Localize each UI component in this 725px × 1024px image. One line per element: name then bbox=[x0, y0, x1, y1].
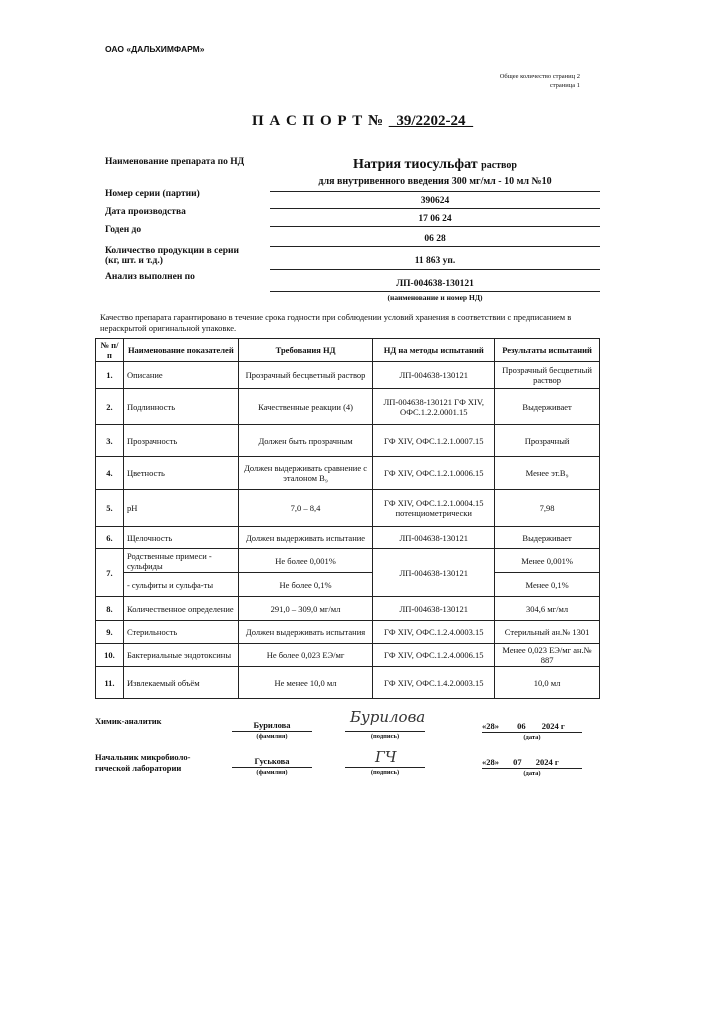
drug-name-text: Натрия тиосульфат bbox=[353, 157, 478, 172]
row-number: 9. bbox=[96, 621, 124, 644]
table-row bbox=[96, 573, 600, 597]
indicator-name: Количественное определение bbox=[123, 597, 238, 621]
table-row bbox=[96, 362, 600, 389]
method: ГФ XIV, ОФС.1.4.2.0003.15 bbox=[373, 667, 495, 699]
row-number: 10. bbox=[96, 644, 124, 667]
indicator-name: pH bbox=[123, 490, 238, 527]
table-row bbox=[96, 644, 600, 667]
drug-label: Наименование препарата по НД bbox=[105, 157, 245, 167]
method: ГФ XIV, ОФС.1.2.4.0006.15 bbox=[373, 644, 495, 667]
indicator-name: Родственные примеси - сульфиды bbox=[123, 549, 238, 573]
head-role-line2: гической лаборатории bbox=[95, 763, 182, 773]
page-info bbox=[470, 72, 580, 90]
table-row bbox=[96, 425, 600, 457]
row-number: 6. bbox=[96, 527, 124, 549]
method: ЛП-004638-130121 bbox=[373, 362, 495, 389]
chemist-signature: Бурилова bbox=[350, 708, 426, 726]
requirement: Не более 0,001% bbox=[238, 549, 373, 573]
table-row bbox=[96, 457, 600, 490]
indicator-name: Прозрачность bbox=[123, 425, 238, 457]
row-number: 7. bbox=[96, 549, 124, 597]
result: Менее 0,001% bbox=[495, 549, 600, 573]
date-caption: (дата) bbox=[523, 770, 541, 777]
divider bbox=[270, 291, 600, 292]
result: Выдерживает bbox=[495, 389, 600, 425]
signature-caption: (подпись) bbox=[370, 769, 400, 776]
analysis-label: Анализ выполнен по bbox=[105, 272, 195, 282]
qty-label bbox=[105, 246, 239, 266]
chemist-name: Бурилова bbox=[253, 720, 291, 730]
method: ЛП-004638-130121 bbox=[373, 597, 495, 621]
table-row bbox=[96, 549, 600, 573]
result: Выдерживает bbox=[495, 527, 600, 549]
company-name: ОАО «ДАЛЬХИМФАРМ» bbox=[105, 44, 205, 54]
head-role bbox=[95, 752, 190, 774]
requirement: Должен выдерживать испытание bbox=[238, 527, 373, 549]
document-title bbox=[0, 113, 725, 130]
page-number: страница 1 bbox=[549, 82, 580, 89]
row-number: 1. bbox=[96, 362, 124, 389]
col-header-requirements: Требования НД bbox=[238, 339, 373, 362]
col-header-name: Наименование показателей bbox=[123, 339, 238, 362]
col-header-number: № п/п bbox=[96, 339, 124, 362]
method: ЛП-004638-130121 bbox=[373, 549, 495, 597]
row-number: 2. bbox=[96, 389, 124, 425]
head-role-line1: Начальник микробиоло- bbox=[95, 752, 191, 762]
col-header-results: Результаты испытаний bbox=[495, 339, 600, 362]
requirement: Прозрачный бесцветный раствор bbox=[238, 362, 373, 389]
divider bbox=[270, 191, 600, 192]
head-date bbox=[482, 757, 559, 767]
requirement: Не более 0,023 ЕЭ/мг bbox=[238, 644, 373, 667]
date-caption: (дата) bbox=[523, 734, 541, 741]
drug-name bbox=[270, 157, 600, 173]
indicator-name: Цветность bbox=[123, 457, 238, 490]
indicator-name: Описание bbox=[123, 362, 238, 389]
method: ЛП-004638-130121 bbox=[373, 527, 495, 549]
indicator-name: Извлекаемый объём bbox=[123, 667, 238, 699]
divider bbox=[232, 731, 312, 732]
result: 10,0 мл bbox=[495, 667, 600, 699]
method: ГФ XIV, ОФС.1.2.1.0004.15 потенциометрически bbox=[373, 490, 495, 527]
passport-number: _39/2202-24_ bbox=[388, 113, 474, 129]
result: Прозрачный бесцветный раствор bbox=[495, 362, 600, 389]
table-row bbox=[96, 527, 600, 549]
date-day: «28» bbox=[482, 721, 499, 731]
divider bbox=[270, 269, 600, 270]
row-number: 4. bbox=[96, 457, 124, 490]
qty-label-line2: (кг, шт. и т.д.) bbox=[105, 256, 163, 266]
analysis-note: (наименование и номер НД) bbox=[387, 293, 483, 302]
result: Менее эт.B₉ bbox=[495, 457, 600, 490]
date-value: 17 06 24 bbox=[418, 214, 452, 224]
requirement: Не менее 10,0 мл bbox=[238, 667, 373, 699]
date-month: 06 bbox=[517, 721, 526, 731]
result: Менее 0,1% bbox=[495, 573, 600, 597]
table-row bbox=[96, 597, 600, 621]
surname-caption: (фамилия) bbox=[256, 769, 288, 776]
divider bbox=[345, 767, 425, 768]
head-name: Гуськова bbox=[254, 756, 290, 766]
requirement: Качественные реакции (4) bbox=[238, 389, 373, 425]
table-row bbox=[96, 667, 600, 699]
method: ГФ XIV, ОФС.1.2.1.0007.15 bbox=[373, 425, 495, 457]
divider bbox=[345, 731, 425, 732]
total-pages: Общее количество страниц 2 bbox=[499, 73, 580, 80]
drug-form: раствор bbox=[481, 160, 517, 171]
row-number: 3. bbox=[96, 425, 124, 457]
requirement: 7,0 – 8,4 bbox=[238, 490, 373, 527]
valid-value: 06 28 bbox=[424, 234, 446, 244]
divider bbox=[270, 226, 600, 227]
table-row bbox=[96, 490, 600, 527]
result: Менее 0,023 ЕЭ/мг ан.№ 887 bbox=[495, 644, 600, 667]
indicator-name: Стерильность bbox=[123, 621, 238, 644]
table-row bbox=[96, 621, 600, 644]
requirement: Не более 0,1% bbox=[238, 573, 373, 597]
indicators-table bbox=[95, 338, 600, 699]
analysis-value: ЛП-004638-130121 bbox=[396, 279, 474, 289]
indicator-name: Подлинность bbox=[123, 389, 238, 425]
result: Прозрачный bbox=[495, 425, 600, 457]
divider bbox=[270, 208, 600, 209]
table-row bbox=[96, 389, 600, 425]
divider bbox=[482, 732, 582, 733]
date-day: «28» bbox=[482, 757, 499, 767]
method: ГФ XIV, ОФС.1.2.4.0003.15 bbox=[373, 621, 495, 644]
divider bbox=[482, 768, 582, 769]
requirement: Должен выдерживать испытания bbox=[238, 621, 373, 644]
date-month: 07 bbox=[513, 757, 522, 767]
chemist-role: Химик-аналитик bbox=[95, 716, 162, 726]
result: 304,6 мг/мл bbox=[495, 597, 600, 621]
table-header-row bbox=[96, 339, 600, 362]
row-number: 11. bbox=[96, 667, 124, 699]
date-year: 2024 г bbox=[535, 757, 559, 767]
qty-value: 11 863 уп. bbox=[414, 256, 456, 266]
result: 7,98 bbox=[495, 490, 600, 527]
valid-label: Годен до bbox=[105, 225, 142, 235]
indicator-name: - сульфиты и сульфа-ты bbox=[123, 573, 238, 597]
requirement: 291,0 – 309,0 мг/мл bbox=[238, 597, 373, 621]
indicator-name: Бактериальные эндотоксины bbox=[123, 644, 238, 667]
result: Стерильный ан.№ 1301 bbox=[495, 621, 600, 644]
signature-caption: (подпись) bbox=[370, 733, 400, 740]
divider bbox=[232, 767, 312, 768]
indicator-name: Щелочность bbox=[123, 527, 238, 549]
head-signature: ГЧ bbox=[375, 748, 397, 766]
qty-label-line1: Количество продукции в серии bbox=[105, 246, 239, 256]
title-label: П А С П О Р Т № bbox=[251, 113, 385, 129]
col-header-methods: НД на методы испытаний bbox=[373, 339, 495, 362]
quality-statement: Качество препарата гарантировано в течение срока годности при соблюдении условий хранения в соответствии с предписанием в нераскрытой оригинальной упаковке. bbox=[100, 312, 572, 333]
drug-description: для внутривенного введения 300 мг/мл - 10 мл №10 bbox=[318, 176, 552, 187]
date-year: 2024 г bbox=[541, 721, 565, 731]
series-value: 390624 bbox=[420, 196, 450, 206]
date-label: Дата производства bbox=[105, 207, 186, 217]
chemist-date bbox=[482, 721, 565, 731]
series-label: Номер серии (партии) bbox=[105, 189, 200, 199]
requirement: Должен быть прозрачным bbox=[238, 425, 373, 457]
method: ЛП-004638-130121 ГФ XIV, ОФС.1.2.2.0001.15 bbox=[373, 389, 495, 425]
divider bbox=[270, 246, 600, 247]
requirement: Должен выдерживать сравнение с эталоном B₉ bbox=[238, 457, 373, 490]
surname-caption: (фамилия) bbox=[256, 733, 288, 740]
row-number: 5. bbox=[96, 490, 124, 527]
method: ГФ XIV, ОФС.1.2.1.0006.15 bbox=[373, 457, 495, 490]
row-number: 8. bbox=[96, 597, 124, 621]
